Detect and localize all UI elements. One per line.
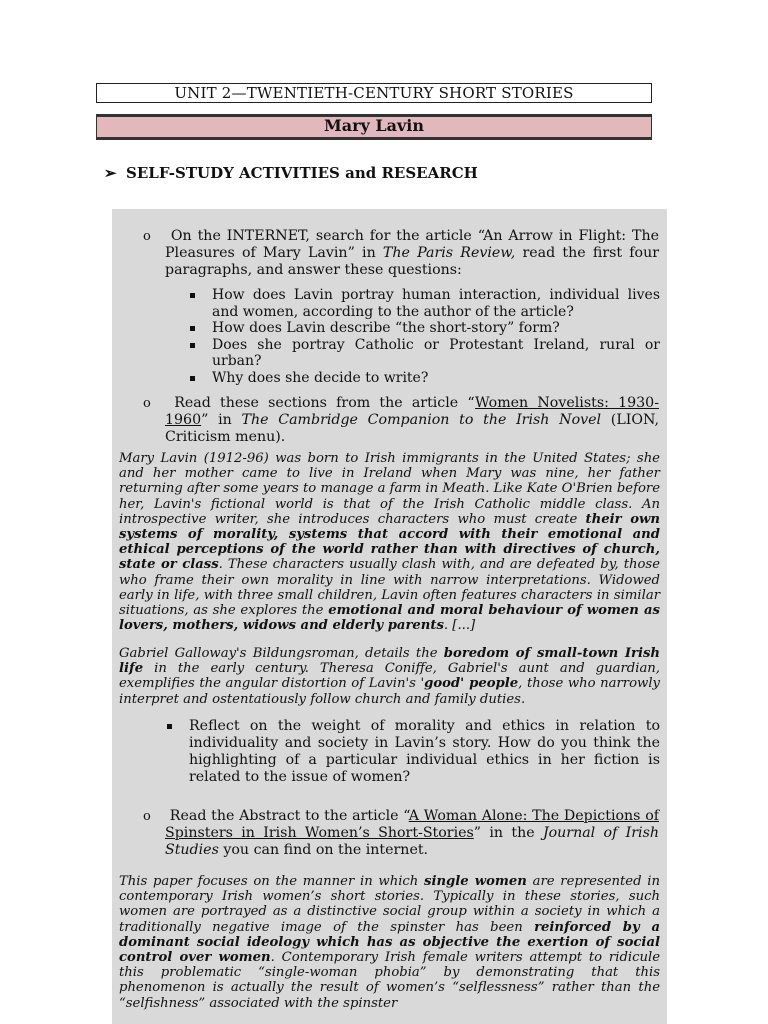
list-item bbox=[189, 718, 660, 786]
reflect-text: Reflect on the weight of morality and ethics in relation to individuality and society in Lavin’s story. How do you think the highlighting of a particular individual ethics in her fiction is related to the issue of women? bbox=[189, 718, 660, 785]
quote-bold: boredom of small-town Irish life bbox=[119, 646, 660, 677]
article-link[interactable]: A Woman Alone: The Depictions of Spinsters in Irish Women’s Short-Stories bbox=[165, 808, 660, 841]
quote-text: in the early century. Theresa Coniffe, Gabriel's aunt and guardian, exemplifies the angular distortion of Lavin's ' bbox=[119, 661, 660, 692]
quote-text: Gabriel Galloway's Bildungsroman, details the bbox=[119, 646, 444, 661]
quote-text: . [...] bbox=[443, 618, 476, 634]
activity-1-text: On the INTERNET, search for the article “An Arrow in Flight: The Pleasures of Mary Lavin” in bbox=[165, 228, 659, 261]
abstract-text: This paper focuses on the manner in which bbox=[119, 874, 425, 889]
author-title-box bbox=[96, 114, 652, 140]
abstract-text: . Contemporary Irish female writers attempt to ridicule this problematic “single-woman phobia” by demonstrating that this phenomenon is actually the result of women’s “selflessness” rather than the “selfishness” associated with the spinster bbox=[119, 950, 660, 1011]
square-bullet-icon bbox=[190, 293, 195, 298]
reflect-list bbox=[189, 718, 660, 786]
question-text: Why does she decide to write? bbox=[212, 369, 429, 386]
journal-name: Journal of Irish Studies bbox=[165, 825, 659, 858]
question-list bbox=[212, 287, 660, 386]
abstract-paragraph bbox=[119, 874, 660, 1011]
activity-2-text: Read these sections from the article “ bbox=[174, 395, 476, 411]
section-title: SELF-STUDY ACTIVITIES and RESEARCH bbox=[126, 164, 478, 182]
abstract-bold: reinforced by a dominant social ideology which has as objective the exertion of social control over women bbox=[119, 919, 660, 966]
activity-2 bbox=[143, 395, 659, 446]
square-bullet-icon bbox=[167, 724, 172, 729]
question-text: How does Lavin describe “the short-story” form? bbox=[212, 320, 560, 336]
square-bullet-icon bbox=[190, 343, 195, 348]
circle-bullet-icon: o bbox=[143, 396, 151, 411]
unit-title: UNIT 2—TWENTIETH-CENTURY SHORT STORIES bbox=[174, 84, 574, 102]
activity-2-text-cont: ” in bbox=[201, 412, 242, 428]
list-item bbox=[212, 370, 660, 387]
activity-3-text-cont: ” in the bbox=[473, 825, 543, 841]
quote-bold: their own systems of morality, systems that accord with their emotional and ethical perceptions of the world rather than with directives of church, state or class bbox=[119, 511, 660, 573]
list-item bbox=[212, 337, 660, 370]
activity-1-text-cont: read the first four paragraphs, and answer these questions: bbox=[165, 245, 660, 278]
question-text: Does she portray Catholic or Protestant Ireland, rural or urban? bbox=[212, 336, 660, 369]
activity-1 bbox=[143, 228, 660, 279]
journal-name: The Paris Review, bbox=[382, 245, 516, 261]
arrow-bullet-icon: ➢ bbox=[104, 164, 117, 182]
activity-3-text: Read the Abstract to the article “ bbox=[169, 808, 409, 824]
square-bullet-icon bbox=[190, 326, 195, 331]
quote-text: Mary Lavin (1912-96) was born to Irish immigrants in the United States; she and her mother came to live in Ireland when Mary was nine, her father returning after some years to manage a farm in Meath. Like Kate O'Brien before her, Lavin's fictional world is that of the Irish Catholic middle class. An introspective writer, she introduces characters who must create bbox=[119, 451, 660, 527]
quote-paragraph-1 bbox=[119, 451, 660, 633]
quote-text: . These characters usually clash with, and are defeated by, those who frame their own morality in line with narrow interpretations. Widowed early in life, with three small children, Lavin often features characters in similar situations, as she explores the bbox=[119, 557, 660, 619]
question-text: How does Lavin portray human interaction, individual lives and women, according to the author of the article? bbox=[212, 287, 660, 320]
section-heading bbox=[104, 164, 478, 182]
circle-bullet-icon: o bbox=[143, 229, 151, 244]
activity-2-text-end: (LION, Criticism menu). bbox=[165, 412, 659, 445]
article-link[interactable]: Women Novelists: 1930-1960 bbox=[165, 395, 659, 428]
unit-title-box bbox=[96, 83, 652, 103]
quote-text: , those who narrowly interpret and ostentatiously follow church and family duties. bbox=[119, 676, 660, 707]
quote-paragraph-2 bbox=[119, 646, 660, 707]
activity-3 bbox=[143, 808, 660, 859]
list-item bbox=[212, 320, 660, 337]
author-title: Mary Lavin bbox=[324, 116, 424, 135]
abstract-text: are represented in contemporary Irish women’s short stories. Typically in these stories, such women are portrayed as a distinctive social group within a society in which a traditionally negative image of the spinster has been bbox=[119, 874, 660, 935]
quote-bold: emotional and moral behaviour of women as lovers, mothers, widows and elderly parents bbox=[119, 603, 660, 634]
activity-3-text-end: you can find on the internet. bbox=[218, 842, 429, 858]
square-bullet-icon bbox=[190, 376, 195, 381]
book-title: The Cambridge Companion to the Irish Novel bbox=[241, 412, 602, 428]
circle-bullet-icon: o bbox=[143, 809, 151, 824]
quote-bold: good' people bbox=[424, 676, 519, 692]
list-item bbox=[212, 287, 660, 320]
abstract-bold: single women bbox=[424, 874, 527, 889]
